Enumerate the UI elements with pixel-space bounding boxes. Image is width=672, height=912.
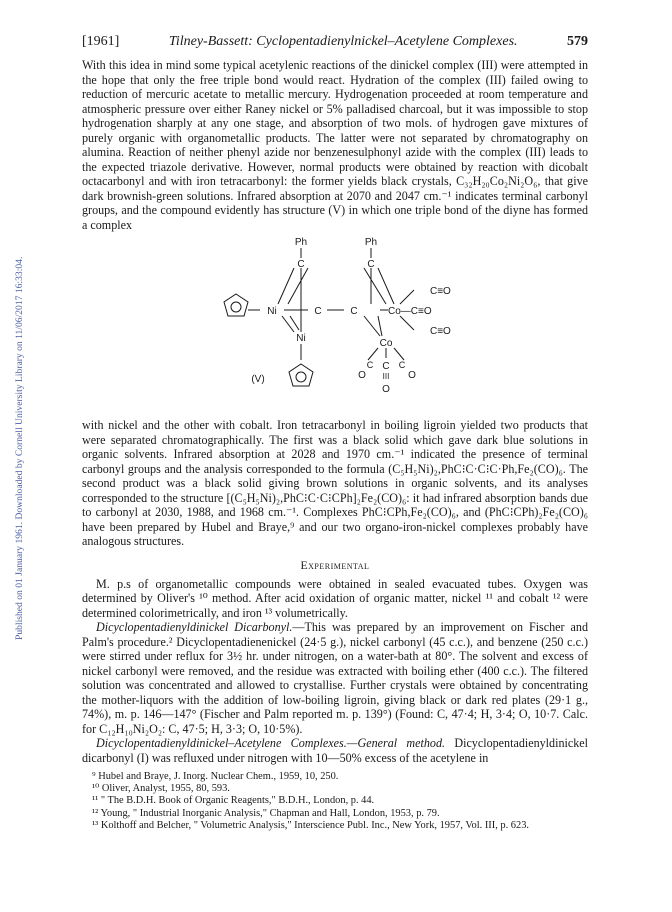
header-title: Tilney-Bassett: Cyclopentadienylnickel–Acetylene Complexes. (168, 34, 518, 49)
carbonyl-carbon-label: C (382, 361, 390, 372)
ring-aromatic-circle-top (231, 302, 241, 312)
footnote-11: ¹¹ " The B.D.H. Book of Organic Reagents," B.D.H., London, p. 44. (92, 795, 375, 807)
footnote-12: ¹² Young, " Industrial Inorganic Analysis," Chapman and Hall, London, 1953, p. 79. (92, 807, 440, 819)
carbonyl-oxygen-label: O (382, 384, 390, 395)
header-year: [1961] (82, 34, 120, 49)
footnote-10: ¹⁰ Oliver, Analyst, 1955, 80, 593. (92, 783, 230, 795)
ring-aromatic-circle-bottom (296, 372, 306, 382)
intro-paragraph: With this idea in mind some typical acetylenic reactions of the dinickel complex (III) were attempted in the hope that only the free triple bond would react. Hydration of the complex (III) failed owing to reduction of mercuric acetate to metallic mercury. Hydrogenation proceeded at room temperature and atmospheric pressure over either Raney nickel or 5% palladised charcoal, but it was impossible to stop hydrogenation sharply at any one stage, and absorption of two mols. of hydrogen gave mixtures of purely organic with organometallic products. The latter were not separated by chromatography on alumina. Reaction of neither phenyl azide nor benzenesulphonyl azide with the complex (III) leads to the expected triazole derivative. However, normal products were obtained by reaction with dicobalt octacarbonyl and with iron tetracarbonyl: the former yields black crystals, C₃₂H₂₀Co₂Ni₂O₆, that give dark brownish-green solutions. Infrared absorption at 2070 and 2047 cm.⁻¹ indicates terminal carbonyl groups, and the compound evidently has structure (V) in which one triple bond of the diyne has formed a complex (82, 58, 588, 232)
publication-note: Published on 01 January 1961. Downloaded by Cornell University Library on 11/06/2017 16:33:04. (14, 256, 25, 640)
carbonyl-left-carbon-label: C (366, 360, 374, 370)
paragraph-3-body: Dicyclopentadienyldinickel dicarbonyl (I) was refluxed under nitrogen with 10—50% excess of the acetylene in (82, 736, 589, 765)
paragraph-3-heading: Dicyclopentadienyldinickel–Acetylene Complexes.—General method. (96, 736, 446, 750)
nickel-bottom-label: Ni (296, 333, 306, 344)
carbon-right-label: C (367, 259, 375, 270)
footnote-13: ¹³ Kolthoff and Belcher, " Volumetric Analysis," Interscience Publ. Inc., New York, 1957, Vol. III, p. 623. (92, 819, 529, 831)
carbonyl-bottom-label: C≡O (430, 326, 451, 337)
experimental-paragraph-1: M. p.s of organometallic compounds were obtained in sealed evacuated tubes. Oxygen was determined by Oliver's ¹⁰ method. After acid oxidation of organic matter, nickel ¹¹ and cobalt ¹² were determined colorimetrically, and iron ¹³ volumetrically. (82, 576, 588, 620)
carbon-left-label: C (297, 259, 305, 270)
carbonyl-right-oxygen-label: O (408, 370, 416, 381)
paragraph-2-body: —This was prepared by an improvement on Fischer and Palm's procedure.² Dicyclopentadienenickel (24·5 g.), nickel carbonyl (45 c.c.), and benzene (250 c.c.) were stirred under reflux for 3½ hr. under nitrogen, on a water-bath at 80°. The solvent and excess of nickel carbonyl were removed, and the residue was extracted with boiling ether (400 c.c.). The filtered solution was concentrated and allowed to crystallise. Further crystals were obtained by concentrating the mother-liquors with the addition of low-boiling ligroin, giving black or dark red plates (29·1 g., 74%), m. p. 146—147° (Fischer and Palm reported m. p. 139°) (Found: C, 47·4; H, 3·4; O, 10·7. Calc. for C₁₂H₁₀Ni₂O₂: C, 47·5; H, 3·3; O, 10·5%). (82, 620, 588, 736)
after-figure-paragraph: with nickel and the other with cobalt. Iron tetracarbonyl in boiling ligroin yielded two products that were separated chromatographically. The first was a black solid which gave dark blue solutions in organic solvents. Infrared absorption at 2028 and 1970 cm.⁻¹ indicated the presence of terminal carbonyl groups and the analysis corresponded to the formula (C₅H₅Ni)₂,PhC⁝C·C⁝C·Ph,Fe₂(CO)₆. The second product was a black solid giving brown solutions in organic solvents, and its analyses corresponded to the structure [(C₅H₅Ni)₂,PhC⁝C·C⁝CPh]₂Fe₂(CO)₆: it had infrared absorption bands due to carbonyl at 2030, 1988, and 1968 cm.⁻¹. Complexes PhC⁝CPh,Fe₂(CO)₆, and (PhC⁝CPh)₂Fe₂(CO)₆ have been prepared by Hubel and Braye,⁹ and our two organo-iron-nickel complexes probably have analogous structures. (82, 418, 588, 548)
footnotes (82, 771, 588, 832)
structure-figure (82, 236, 588, 412)
carbon-center-right-label: C (350, 306, 358, 317)
experimental-heading: Experimental (300, 558, 370, 572)
cobalt-carbonyl-label: Co—C≡O (388, 306, 432, 317)
triple-bond-mark: III (382, 372, 390, 381)
ph-right-label: Ph (364, 237, 378, 248)
page-body (82, 34, 588, 832)
nickel-top-label: Ni (267, 306, 277, 317)
experimental-paragraph-2 (82, 620, 588, 736)
publication-sidebar (0, 80, 25, 640)
footnote-9: ⁹ Hubel and Braye, J. Inorg. Nuclear Chem., 1959, 10, 250. (92, 771, 339, 782)
carbonyl-top-label: C≡O (430, 286, 451, 297)
cyclopentadienyl-ring-top (224, 294, 248, 316)
header-page-number: 579 (567, 34, 588, 49)
cobalt-bottom-label: Co (379, 338, 393, 349)
structure-label: (V) (251, 374, 265, 385)
carbonyl-left-oxygen-label: O (358, 370, 366, 381)
cyclopentadienyl-ring-bottom (289, 364, 313, 386)
ph-left-label: Ph (294, 237, 308, 248)
paragraph-2-heading: Dicyclopentadienyldinickel Dicarbonyl. (96, 620, 293, 634)
experimental-paragraph-3 (82, 736, 588, 765)
structure-v-diagram (82, 236, 588, 412)
carbon-center-left-label: C (314, 306, 322, 317)
carbonyl-right-carbon-label: C (398, 360, 406, 370)
running-header (82, 34, 588, 50)
